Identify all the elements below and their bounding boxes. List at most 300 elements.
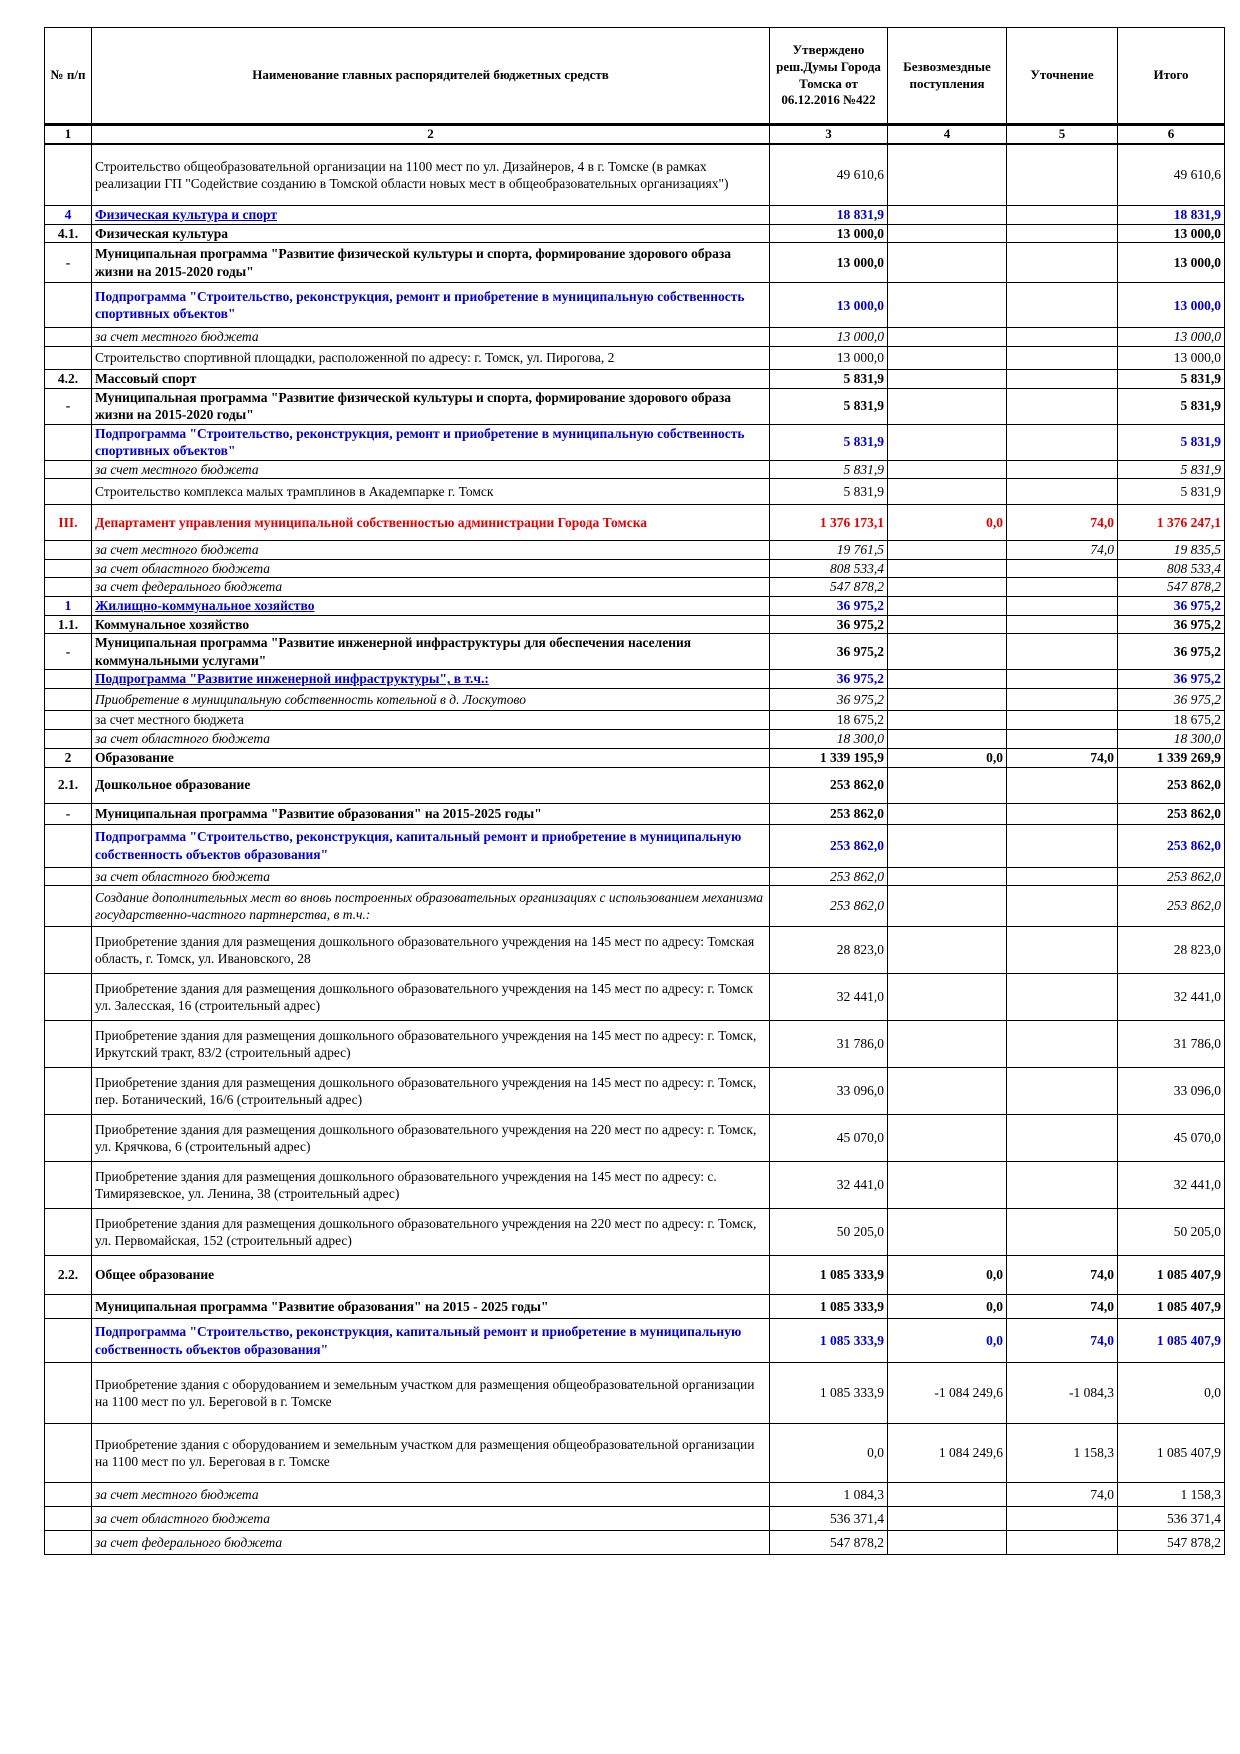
colnum-4: 4 [888, 125, 1007, 144]
row-name: Жилищно-коммунальное хозяйство [92, 596, 770, 615]
row-approved: 253 862,0 [770, 824, 888, 867]
row-total: 28 823,0 [1118, 927, 1225, 974]
row-total: 547 878,2 [1118, 578, 1225, 597]
row-name: Приобретение здания для размещения дошкольного образовательного учреждения на 145 мест по адресу: г. Томск, Иркутский тракт, 83/2 (строительный адрес) [92, 1021, 770, 1068]
row-grants: 0,0 [888, 1295, 1007, 1319]
colnum-1: 1 [45, 125, 92, 144]
row-number [45, 144, 92, 206]
row-name: Подпрограмма "Строительство, реконструкция, ремонт и приобретение в муниципальную собственность спортивных объектов" [92, 283, 770, 328]
table-row [45, 1068, 1225, 1115]
row-number [45, 1115, 92, 1162]
row-grants [888, 1162, 1007, 1209]
row-grants [888, 867, 1007, 886]
row-clarification [1007, 803, 1118, 824]
colnum-3: 3 [770, 125, 888, 144]
row-approved: 36 975,2 [770, 670, 888, 689]
row-grants: 1 084 249,6 [888, 1424, 1007, 1483]
row-grants [888, 243, 1007, 283]
row-number [45, 347, 92, 370]
row-name: Физическая культура [92, 224, 770, 243]
row-grants [888, 424, 1007, 460]
row-clarification [1007, 460, 1118, 479]
row-grants: 0,0 [888, 1319, 1007, 1363]
table-row [45, 1363, 1225, 1424]
row-approved: 36 975,2 [770, 689, 888, 711]
row-approved: 253 862,0 [770, 867, 888, 886]
row-approved: 19 761,5 [770, 541, 888, 560]
row-grants [888, 730, 1007, 749]
row-total: 536 371,4 [1118, 1507, 1225, 1531]
table-row [45, 1483, 1225, 1507]
column-numbers-row [45, 125, 1225, 144]
row-name: за счет федерального бюджета [92, 1531, 770, 1555]
row-approved: 5 831,9 [770, 479, 888, 505]
row-grants [888, 206, 1007, 225]
table-row [45, 689, 1225, 711]
table-row [45, 328, 1225, 347]
row-name: Физическая культура и спорт [92, 206, 770, 225]
row-grants [888, 974, 1007, 1021]
header-clarification: Уточнение [1007, 28, 1118, 125]
row-total: 5 831,9 [1118, 388, 1225, 424]
row-approved: 1 085 333,9 [770, 1319, 888, 1363]
row-total: 13 000,0 [1118, 243, 1225, 283]
row-number [45, 867, 92, 886]
row-approved: 13 000,0 [770, 283, 888, 328]
row-total: 253 862,0 [1118, 824, 1225, 867]
row-grants: 0,0 [888, 749, 1007, 768]
row-name: Муниципальная программа "Развитие образования" на 2015-2025 годы" [92, 803, 770, 824]
table-row [45, 927, 1225, 974]
row-number [45, 927, 92, 974]
row-total: 18 675,2 [1118, 711, 1225, 730]
table-row [45, 1295, 1225, 1319]
row-grants [888, 1507, 1007, 1531]
row-number [45, 1363, 92, 1424]
row-clarification [1007, 730, 1118, 749]
row-grants [888, 711, 1007, 730]
row-approved: 45 070,0 [770, 1115, 888, 1162]
row-name: за счет областного бюджета [92, 867, 770, 886]
row-grants [888, 224, 1007, 243]
row-grants [888, 670, 1007, 689]
row-total: 13 000,0 [1118, 347, 1225, 370]
row-name: Строительство комплекса малых трамплинов в Академпарке г. Томск [92, 479, 770, 505]
row-grants [888, 541, 1007, 560]
row-approved: 13 000,0 [770, 243, 888, 283]
row-approved: 536 371,4 [770, 1507, 888, 1531]
table-row [45, 1256, 1225, 1295]
row-number: - [45, 388, 92, 424]
row-number [45, 424, 92, 460]
row-grants [888, 328, 1007, 347]
row-name: Приобретение здания для размещения дошкольного образовательного учреждения на 145 мест по адресу: Томская область, г. Томск, ул. Ивановского, 28 [92, 927, 770, 974]
table-row [45, 1319, 1225, 1363]
row-approved: 49 610,6 [770, 144, 888, 206]
row-approved: 253 862,0 [770, 767, 888, 803]
row-clarification [1007, 867, 1118, 886]
table-row [45, 1531, 1225, 1555]
row-name: Приобретение здания для размещения дошкольного образовательного учреждения на 145 мест по адресу: с. Тимирязевское, ул. Ленина, 38 (строительный адрес) [92, 1162, 770, 1209]
row-clarification [1007, 388, 1118, 424]
row-total: 1 376 247,1 [1118, 505, 1225, 541]
row-clarification [1007, 615, 1118, 634]
row-number [45, 1531, 92, 1555]
row-name: Строительство спортивной площадки, расположенной по адресу: г. Томск, ул. Пирогова, 2 [92, 347, 770, 370]
row-approved: 0,0 [770, 1424, 888, 1483]
table-row [45, 578, 1225, 597]
row-number: - [45, 803, 92, 824]
row-approved: 1 085 333,9 [770, 1363, 888, 1424]
table-header-row [45, 28, 1225, 125]
row-clarification: -1 084,3 [1007, 1363, 1118, 1424]
row-approved: 28 823,0 [770, 927, 888, 974]
row-grants [888, 596, 1007, 615]
header-total: Итого [1118, 28, 1225, 125]
table-row [45, 670, 1225, 689]
row-name: за счет областного бюджета [92, 1507, 770, 1531]
row-name: Приобретение здания с оборудованием и земельным участком для размещения общеобразовательной организации на 1100 мест по ул. Береговая в г. Томске [92, 1424, 770, 1483]
row-name: Подпрограмма "Развитие инженерной инфраструктуры", в т.ч.: [92, 670, 770, 689]
row-clarification [1007, 824, 1118, 867]
row-approved: 1 085 333,9 [770, 1256, 888, 1295]
row-clarification: 74,0 [1007, 505, 1118, 541]
row-number: 2 [45, 749, 92, 768]
table-row [45, 424, 1225, 460]
row-number [45, 1424, 92, 1483]
table-row [45, 479, 1225, 505]
row-number: 2.2. [45, 1256, 92, 1295]
row-number [45, 479, 92, 505]
table-row [45, 388, 1225, 424]
row-approved: 5 831,9 [770, 388, 888, 424]
row-grants [888, 347, 1007, 370]
row-clarification [1007, 1021, 1118, 1068]
table-row [45, 974, 1225, 1021]
row-grants [888, 460, 1007, 479]
row-clarification [1007, 224, 1118, 243]
row-grants: 0,0 [888, 1256, 1007, 1295]
table-row [45, 1209, 1225, 1256]
header-approved: Утверждено реш.Думы Города Томска от 06.12.2016 №422 [770, 28, 888, 125]
row-number [45, 1319, 92, 1363]
row-grants: -1 084 249,6 [888, 1363, 1007, 1424]
table-row [45, 1507, 1225, 1531]
row-approved: 1 376 173,1 [770, 505, 888, 541]
row-total: 1 085 407,9 [1118, 1424, 1225, 1483]
row-approved: 32 441,0 [770, 974, 888, 1021]
row-clarification [1007, 927, 1118, 974]
table-row [45, 803, 1225, 824]
row-approved: 13 000,0 [770, 224, 888, 243]
row-total: 5 831,9 [1118, 424, 1225, 460]
row-approved: 33 096,0 [770, 1068, 888, 1115]
row-total: 1 085 407,9 [1118, 1256, 1225, 1295]
row-total: 13 000,0 [1118, 328, 1225, 347]
header-name: Наименование главных распорядителей бюджетных средств [92, 28, 770, 125]
row-approved: 1 339 195,9 [770, 749, 888, 768]
row-clarification [1007, 974, 1118, 1021]
row-approved: 13 000,0 [770, 328, 888, 347]
row-number [45, 886, 92, 927]
row-name: Муниципальная программа "Развитие физической культуры и спорта, формирование здорового образа жизни на 2015-2020 годы" [92, 243, 770, 283]
row-name: Приобретение здания для размещения дошкольного образовательного учреждения на 220 мест по адресу: г. Томск, ул. Первомайская, 152 (строительный адрес) [92, 1209, 770, 1256]
table-row [45, 347, 1225, 370]
row-name: за счет местного бюджета [92, 711, 770, 730]
row-approved: 1 084,3 [770, 1483, 888, 1507]
row-total: 5 831,9 [1118, 460, 1225, 479]
row-name: за счет областного бюджета [92, 730, 770, 749]
row-grants [888, 1068, 1007, 1115]
row-total: 1 085 407,9 [1118, 1319, 1225, 1363]
row-number [45, 689, 92, 711]
row-clarification [1007, 1162, 1118, 1209]
row-total: 33 096,0 [1118, 1068, 1225, 1115]
row-number [45, 328, 92, 347]
row-clarification [1007, 711, 1118, 730]
colnum-5: 5 [1007, 125, 1118, 144]
row-clarification [1007, 206, 1118, 225]
row-clarification [1007, 283, 1118, 328]
row-total: 1 339 269,9 [1118, 749, 1225, 768]
row-clarification [1007, 1115, 1118, 1162]
row-total: 45 070,0 [1118, 1115, 1225, 1162]
row-name: Массовый спорт [92, 370, 770, 389]
row-approved: 32 441,0 [770, 1162, 888, 1209]
table-row [45, 224, 1225, 243]
row-total: 31 786,0 [1118, 1021, 1225, 1068]
row-grants [888, 578, 1007, 597]
table-row [45, 460, 1225, 479]
row-number [45, 1209, 92, 1256]
row-number [45, 541, 92, 560]
row-name: за счет местного бюджета [92, 460, 770, 479]
row-total: 49 610,6 [1118, 144, 1225, 206]
row-number [45, 1507, 92, 1531]
row-grants [888, 767, 1007, 803]
row-clarification: 74,0 [1007, 1483, 1118, 1507]
row-number [45, 711, 92, 730]
row-number: 4.2. [45, 370, 92, 389]
row-clarification [1007, 886, 1118, 927]
row-grants [888, 1483, 1007, 1507]
row-total: 36 975,2 [1118, 596, 1225, 615]
row-total: 19 835,5 [1118, 541, 1225, 560]
table-row [45, 824, 1225, 867]
row-total: 18 831,9 [1118, 206, 1225, 225]
table-body [45, 144, 1225, 1555]
row-grants: 0,0 [888, 505, 1007, 541]
row-name: Подпрограмма "Строительство, реконструкция, капитальный ремонт и приобретение в муниципальную собственность объектов образования" [92, 1319, 770, 1363]
row-name: Образование [92, 749, 770, 768]
row-name: Приобретение здания для размещения дошкольного образовательного учреждения на 145 мест по адресу: г. Томск, пер. Ботанический, 16/6 (строительный адрес) [92, 1068, 770, 1115]
row-clarification [1007, 596, 1118, 615]
row-name: Строительство общеобразовательной организации на 1100 мест по ул. Дизайнеров, 4 в г. Томске (в рамках реализации ГП "Содействие созданию в Томской области новых мест в общеобразовательных организациях") [92, 144, 770, 206]
row-total: 5 831,9 [1118, 370, 1225, 389]
budget-table [44, 27, 1225, 1555]
row-approved: 547 878,2 [770, 578, 888, 597]
row-name: Приобретение здания для размещения дошкольного образовательного учреждения на 145 мест по адресу: г. Томск ул. Залесская, 16 (строительный адрес) [92, 974, 770, 1021]
row-total: 50 205,0 [1118, 1209, 1225, 1256]
row-clarification [1007, 634, 1118, 670]
table-row [45, 1162, 1225, 1209]
row-total: 36 975,2 [1118, 689, 1225, 711]
table-row [45, 206, 1225, 225]
row-clarification [1007, 767, 1118, 803]
row-number [45, 1162, 92, 1209]
row-clarification [1007, 670, 1118, 689]
row-number [45, 1068, 92, 1115]
row-grants [888, 615, 1007, 634]
table-row [45, 730, 1225, 749]
row-number: 1.1. [45, 615, 92, 634]
row-clarification [1007, 1531, 1118, 1555]
row-number [45, 974, 92, 1021]
table-row [45, 886, 1225, 927]
row-total: 547 878,2 [1118, 1531, 1225, 1555]
row-clarification: 1 158,3 [1007, 1424, 1118, 1483]
row-number [45, 670, 92, 689]
table-row [45, 615, 1225, 634]
row-approved: 18 675,2 [770, 711, 888, 730]
row-name: Муниципальная программа "Развитие образования" на 2015 - 2025 годы" [92, 1295, 770, 1319]
row-approved: 36 975,2 [770, 596, 888, 615]
row-total: 36 975,2 [1118, 670, 1225, 689]
row-grants [888, 1021, 1007, 1068]
row-number [45, 824, 92, 867]
table-row [45, 596, 1225, 615]
row-total: 13 000,0 [1118, 283, 1225, 328]
row-approved: 547 878,2 [770, 1531, 888, 1555]
row-grants [888, 634, 1007, 670]
row-grants [888, 1115, 1007, 1162]
row-grants [888, 479, 1007, 505]
row-approved: 253 862,0 [770, 803, 888, 824]
row-grants [888, 370, 1007, 389]
row-name: Муниципальная программа "Развитие физической культуры и спорта, формирование здорового образа жизни на 2015-2020 годы" [92, 388, 770, 424]
row-number: 2.1. [45, 767, 92, 803]
row-clarification [1007, 243, 1118, 283]
row-clarification: 74,0 [1007, 541, 1118, 560]
row-number: III. [45, 505, 92, 541]
table-row [45, 243, 1225, 283]
table-row [45, 1115, 1225, 1162]
row-clarification [1007, 328, 1118, 347]
row-number [45, 283, 92, 328]
header-number: № п/п [45, 28, 92, 125]
row-grants [888, 824, 1007, 867]
row-clarification [1007, 144, 1118, 206]
row-grants [888, 1531, 1007, 1555]
row-clarification: 74,0 [1007, 1256, 1118, 1295]
row-name: Общее образование [92, 1256, 770, 1295]
row-total: 1 158,3 [1118, 1483, 1225, 1507]
row-name: Создание дополнительных мест во вновь построенных образовательных организациях с использованием механизма государственно-частного партнерства, в т.ч.: [92, 886, 770, 927]
table-row [45, 505, 1225, 541]
row-grants [888, 689, 1007, 711]
row-number [45, 1295, 92, 1319]
row-number: 4 [45, 206, 92, 225]
row-total: 32 441,0 [1118, 1162, 1225, 1209]
row-number: 1 [45, 596, 92, 615]
table-row [45, 559, 1225, 578]
row-number [45, 1021, 92, 1068]
row-clarification [1007, 347, 1118, 370]
row-approved: 36 975,2 [770, 615, 888, 634]
colnum-2: 2 [92, 125, 770, 144]
row-name: за счет местного бюджета [92, 1483, 770, 1507]
row-name: Подпрограмма "Строительство, реконструкция, капитальный ремонт и приобретение в муниципальную собственность объектов образования" [92, 824, 770, 867]
row-total: 0,0 [1118, 1363, 1225, 1424]
row-total: 18 300,0 [1118, 730, 1225, 749]
table-row [45, 370, 1225, 389]
row-number [45, 578, 92, 597]
row-clarification [1007, 1068, 1118, 1115]
row-number: 4.1. [45, 224, 92, 243]
row-name: Приобретение в муниципальную собственность котельной в д. Лоскутово [92, 689, 770, 711]
row-total: 808 533,4 [1118, 559, 1225, 578]
row-approved: 1 085 333,9 [770, 1295, 888, 1319]
row-name: Дошкольное образование [92, 767, 770, 803]
table-row [45, 1424, 1225, 1483]
row-name: Подпрограмма "Строительство, реконструкция, ремонт и приобретение в муниципальную собственность спортивных объектов" [92, 424, 770, 460]
table-row [45, 767, 1225, 803]
row-grants [888, 559, 1007, 578]
colnum-6: 6 [1118, 125, 1225, 144]
row-name: Приобретение здания для размещения дошкольного образовательного учреждения на 220 мест по адресу: г. Томск, ул. Крячкова, 6 (строительный адрес) [92, 1115, 770, 1162]
row-number: - [45, 634, 92, 670]
row-grants [888, 144, 1007, 206]
table-row [45, 283, 1225, 328]
table-row [45, 711, 1225, 730]
row-total: 253 862,0 [1118, 886, 1225, 927]
table-row [45, 634, 1225, 670]
row-number [45, 460, 92, 479]
row-name: Департамент управления муниципальной собственностью администрации Города Томска [92, 505, 770, 541]
row-clarification [1007, 559, 1118, 578]
row-approved: 5 831,9 [770, 424, 888, 460]
row-total: 36 975,2 [1118, 634, 1225, 670]
row-clarification [1007, 424, 1118, 460]
row-grants [888, 803, 1007, 824]
row-clarification: 74,0 [1007, 1319, 1118, 1363]
row-approved: 31 786,0 [770, 1021, 888, 1068]
row-total: 253 862,0 [1118, 767, 1225, 803]
row-total: 36 975,2 [1118, 615, 1225, 634]
row-grants [888, 283, 1007, 328]
row-clarification [1007, 1209, 1118, 1256]
row-total: 13 000,0 [1118, 224, 1225, 243]
row-name: Муниципальная программа "Развитие инженерной инфраструктуры для обеспечения населения коммунальными услугами" [92, 634, 770, 670]
row-approved: 13 000,0 [770, 347, 888, 370]
row-name: за счет федерального бюджета [92, 578, 770, 597]
row-clarification [1007, 1507, 1118, 1531]
header-grants: Безвозмездные поступления [888, 28, 1007, 125]
row-grants [888, 927, 1007, 974]
row-name: за счет областного бюджета [92, 559, 770, 578]
row-clarification [1007, 578, 1118, 597]
row-name: Приобретение здания с оборудованием и земельным участком для размещения общеобразовательной организации на 1100 мест по ул. Береговой в г. Томске [92, 1363, 770, 1424]
row-number: - [45, 243, 92, 283]
row-clarification [1007, 689, 1118, 711]
row-approved: 5 831,9 [770, 370, 888, 389]
row-clarification [1007, 479, 1118, 505]
table-row [45, 749, 1225, 768]
table-row [45, 541, 1225, 560]
row-approved: 5 831,9 [770, 460, 888, 479]
row-approved: 36 975,2 [770, 634, 888, 670]
table-row [45, 144, 1225, 206]
